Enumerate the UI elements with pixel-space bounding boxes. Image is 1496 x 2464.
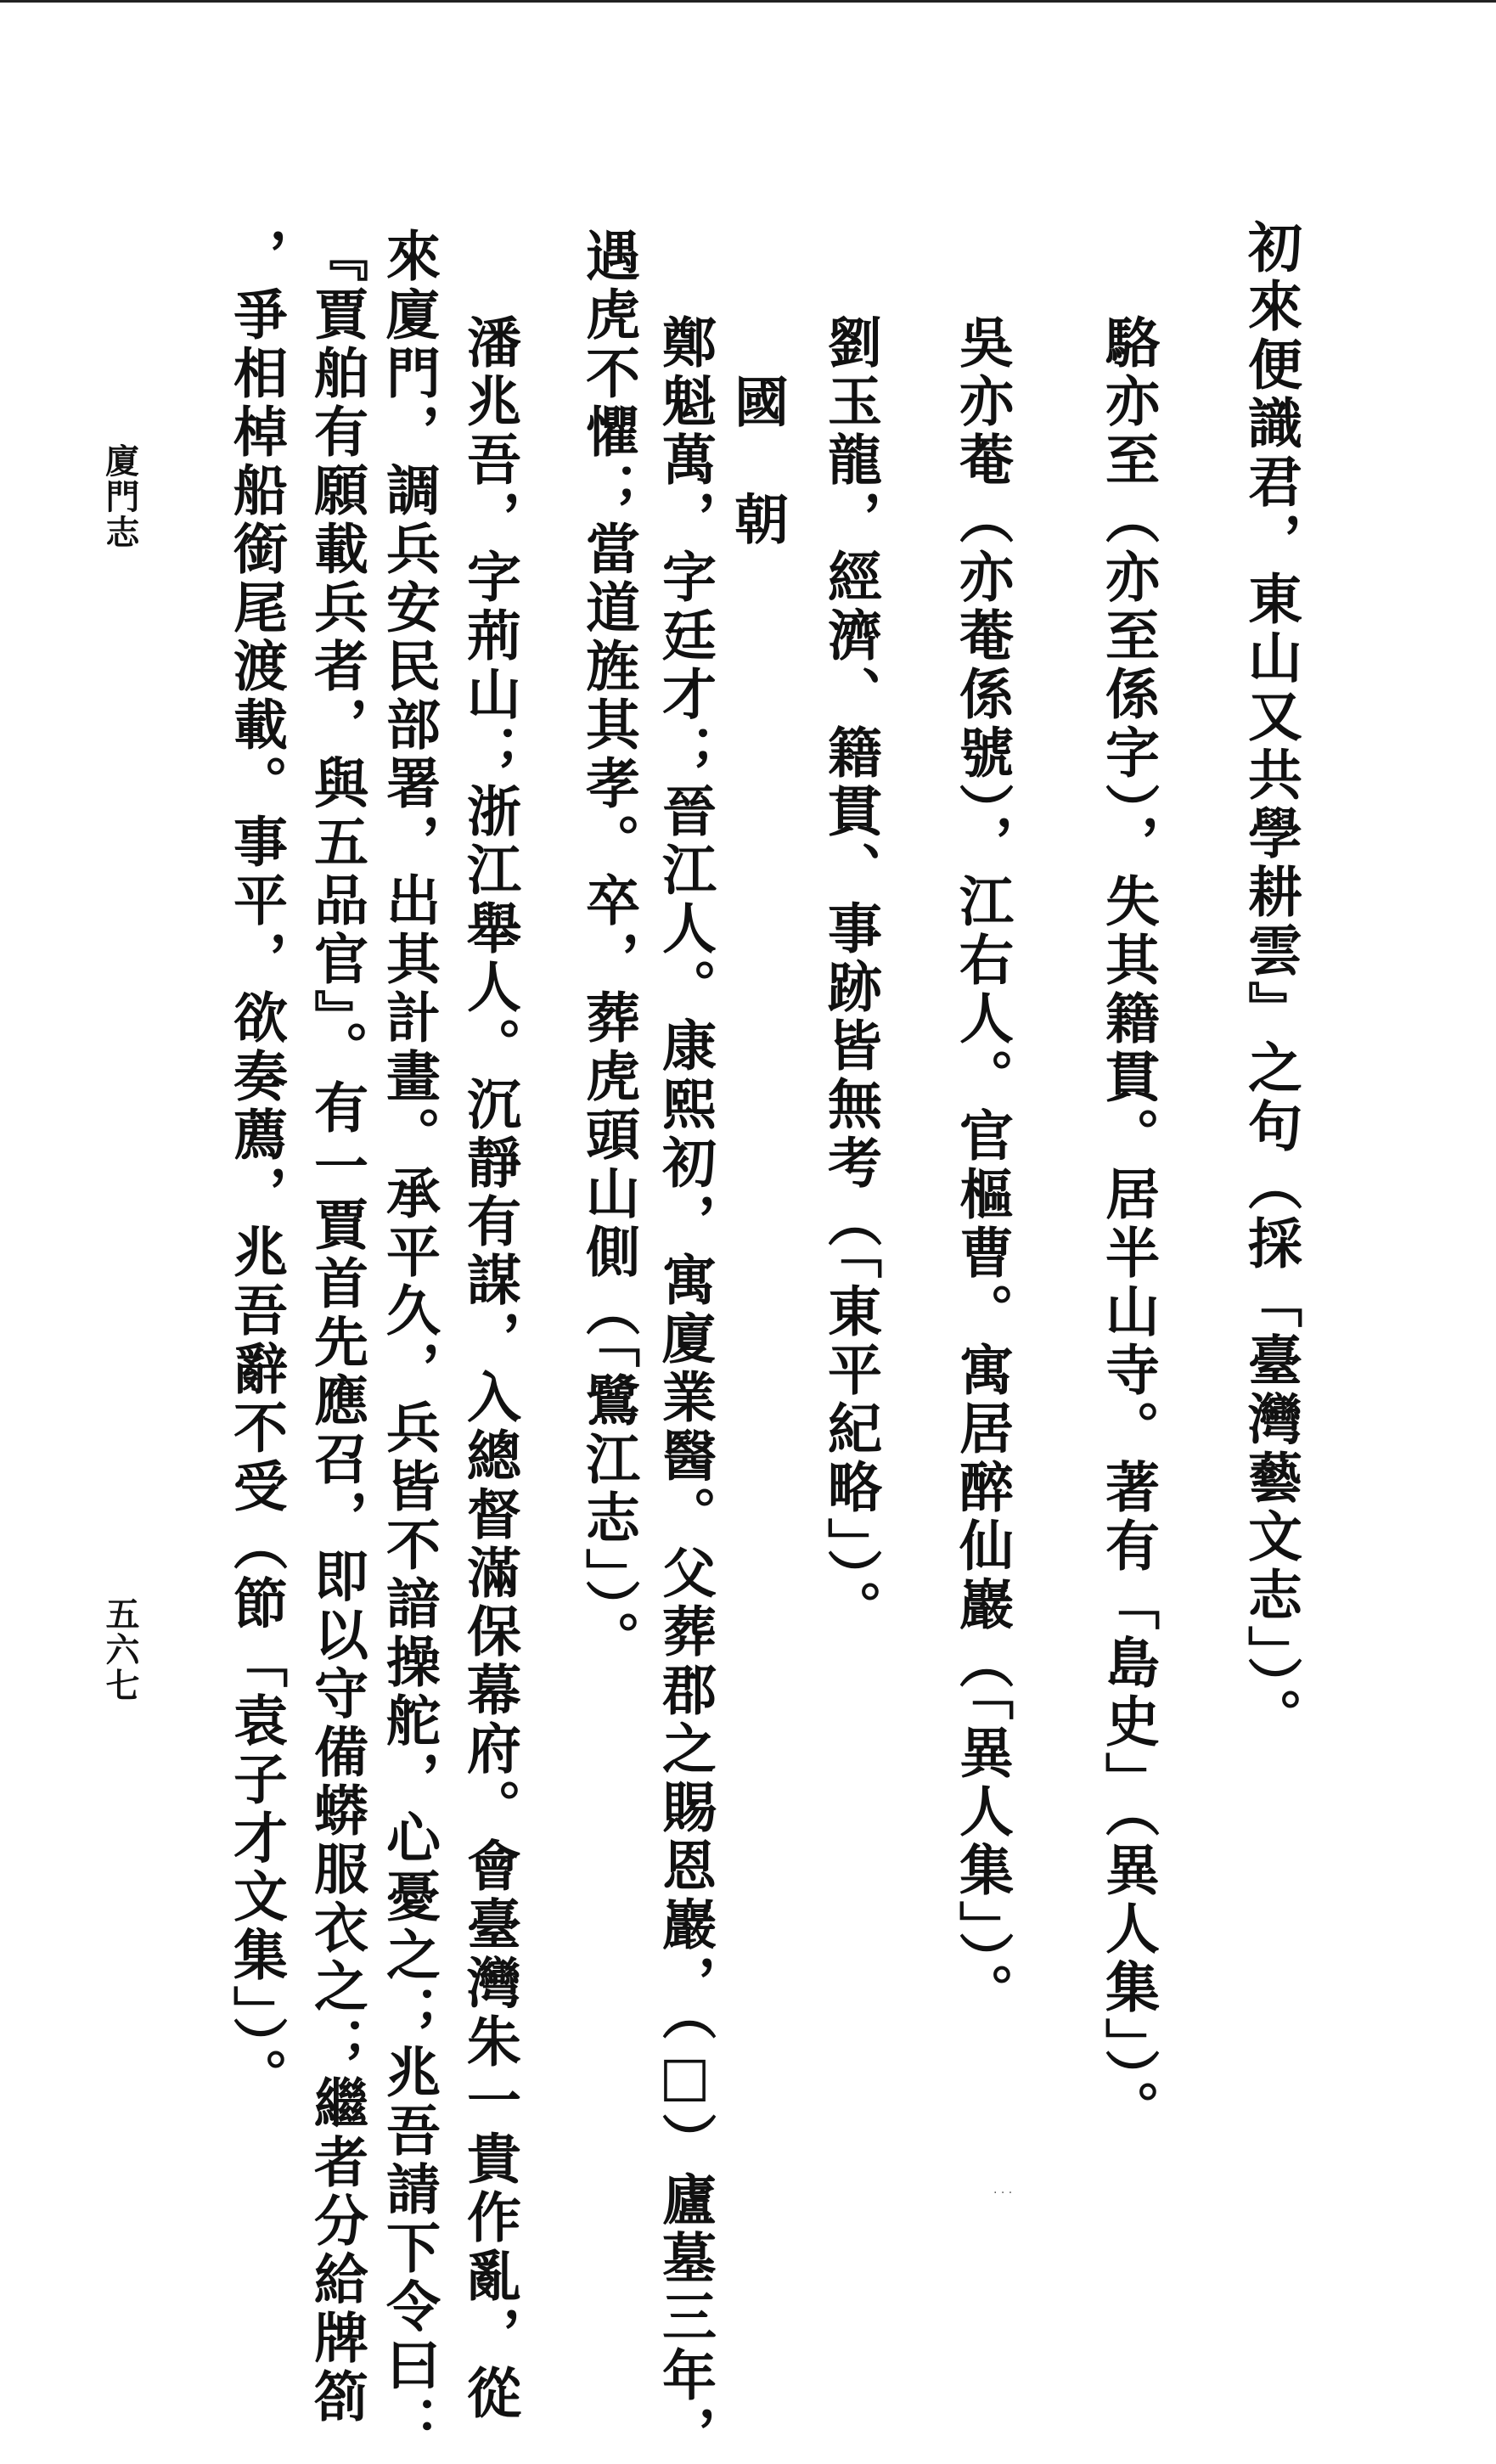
text-column-10: 『賈舶有願載兵者，與五品官』。有一賈首先應召，即以守備蟒服衣之；繼者分給牌箚 <box>305 228 368 2427</box>
text-column-2: 駱亦至（亦至係字），失其籍貫。居半山寺。著有「島史」（異人集」）。 <box>1096 314 1160 2139</box>
text-column-3: 吳亦菴（亦菴係號），江右人。官樞曹。寓居醉仙巖（「異人集」）。 <box>950 314 1014 2022</box>
text-column-7: 遇虎不懼；當道旌其孝。卒，葬虎頭山側（「鷺江志」）。 <box>576 228 640 1669</box>
text-column-8: 潘兆吾，字荊山；浙江舉人。沉靜有謀，入總督滿保幕府。會臺灣朱一貴作亂，從 <box>458 314 521 2423</box>
text-column-9: 來廈門，調兵安民部署，出其計畫。承平久，兵皆不諳操舵，心憂之；兆吾請下令曰： <box>377 228 441 2454</box>
page-number: 五六七 <box>100 1596 140 1703</box>
section-heading-guochao: 國 朝 <box>725 374 789 549</box>
text-column-11: ，爭相棹船銜尾渡載。事平，欲奏薦，兆吾辭不受（節「袁子才文集」）。 <box>224 228 288 2107</box>
text-column-6: 鄭魁萬，字廷才；晉江人。康熙初，寓廈業醫。父葬郡之賜恩巖，（□）廬墓三年， <box>653 314 717 2464</box>
footer-marks: · · · <box>993 2186 1013 2200</box>
text-column-1: 初來便識君，東山又共學耕雲』之句（採「臺灣藝文志」）。 <box>1239 219 1302 1747</box>
book-title: 廈門志 <box>100 443 140 550</box>
top-border-line <box>0 0 1496 3</box>
text-column-4: 劉玉龍，經濟、籍貫、事跡皆無考（「東平紀略」）。 <box>818 314 882 1639</box>
